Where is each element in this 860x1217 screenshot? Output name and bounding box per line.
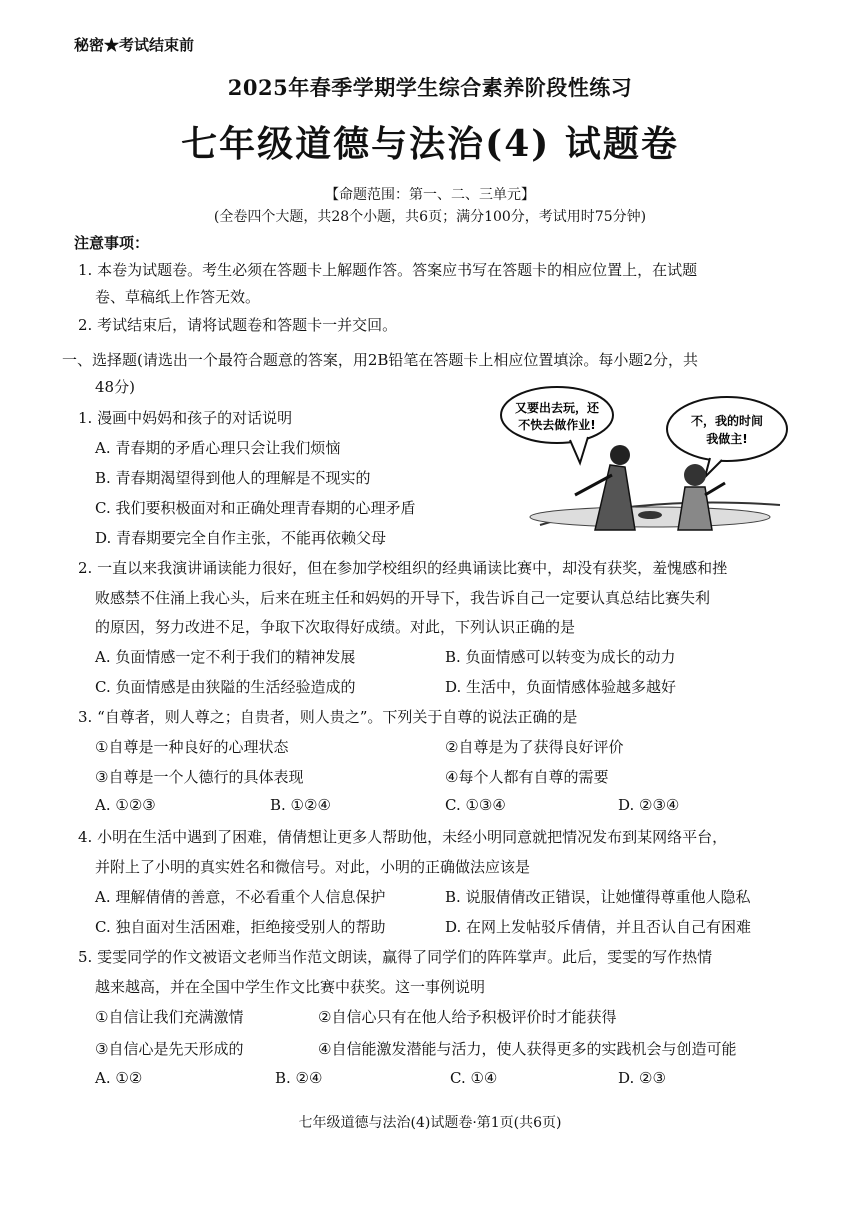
q3-option-a: A. ①②③	[95, 796, 156, 814]
confidential-label: 秘密★考试结束前	[74, 36, 195, 54]
q3-statement-2: ②自尊是为了获得良好评价	[445, 738, 624, 756]
q4-option-a: A. 理解倩倩的善意，不必看重个人信息保护	[95, 888, 386, 906]
q3-option-d: D. ②③④	[618, 796, 680, 814]
exam-totals: (全卷四个大题，共28个小题，共6页；满分100分，考试用时75分钟)	[213, 209, 647, 225]
q3-statement-4: ④每个人都有自尊的需要	[445, 768, 609, 786]
q5-statement-2: ②自信心只有在他人给予积极评价时才能获得	[318, 1008, 617, 1026]
note-2: 2. 考试结束后，请将试题卷和答题卡一并交回。	[78, 316, 398, 334]
mom-bubble-line-1: 又要出去玩，还	[514, 401, 600, 415]
page-footer: 七年级道德与法治(4)试题卷·第1页(共6页)	[298, 1115, 562, 1131]
exam-subtitle: 七年级道德与法治(4) 试题卷	[181, 123, 679, 165]
q3-stem: 3. “自尊者，则人尊之；自贵者，则人贵之”。下列关于自尊的说法正确的是	[78, 708, 578, 726]
kid-bubble-line-1: 不，我的时间	[690, 414, 764, 428]
q4-line-2: 并附上了小明的真实姓名和微信号。对此，小明的正确做法应该是	[95, 858, 531, 876]
exam-title: 2025年春季学期学生综合素养阶段性练习	[227, 75, 633, 100]
q4-line-1: 4. 小明在生活中遇到了困难，倩倩想让更多人帮助他，未经小明同意就把情况发布到某网络平台，	[78, 828, 728, 846]
comic-illustration	[500, 385, 790, 537]
q5-statement-3: ③自信心是先天形成的	[95, 1040, 244, 1058]
section-1-heading: 一、选择题(请选出一个最符合题意的答案，用2B铅笔在答题卡上相应位置填涂。每小题2分，共	[62, 351, 698, 369]
q1-stem: 1. 漫画中妈妈和孩子的对话说明	[78, 409, 293, 427]
q5-line-1: 5. 雯雯同学的作文被语文老师当作范文朗读，赢得了同学们的阵阵掌声。此后，雯雯的写作热情	[78, 948, 713, 966]
q2-line-2: 败感禁不住涌上我心头，后来在班主任和妈妈的开导下，我告诉自己一定要认真总结比赛失利	[95, 589, 711, 607]
notes-heading: 注意事项：	[74, 234, 150, 252]
q5-line-2: 越来越高，并在全国中学生作文比赛中获奖。这一事例说明	[95, 978, 486, 996]
q1-option-b: B. 青春期渴望得到他人的理解是不现实的	[95, 469, 371, 487]
q2-option-d: D. 生活中，负面情感体验越多越好	[445, 678, 677, 696]
mom-bubble-line-2: 不快去做作业!	[518, 418, 596, 432]
q3-option-c: C. ①③④	[445, 796, 506, 814]
q1-option-c: C. 我们要积极面对和正确处理青春期的心理矛盾	[95, 499, 416, 517]
q5-statement-1: ①自信让我们充满激情	[95, 1008, 244, 1026]
q5-option-d: D. ②③	[618, 1069, 666, 1087]
q3-statement-1: ①自尊是一种良好的心理状态	[95, 738, 289, 756]
kid-speech-bubble	[667, 397, 787, 461]
q4-option-b: B. 说服倩倩改正错误，让她懂得尊重他人隐私	[445, 888, 751, 906]
exam-scope: 【命题范围：第一、二、三单元】	[325, 187, 535, 203]
q2-line-3: 的原因，努力改进不足，争取下次取得好成绩。对此，下列认识正确的是	[95, 618, 576, 636]
kid-bubble-line-2: 我做主!	[706, 432, 748, 446]
q2-option-b: B. 负面情感可以转变为成长的动力	[445, 648, 676, 666]
kid-figure	[684, 464, 706, 486]
q2-option-c: C. 负面情感是由狭隘的生活经验造成的	[95, 678, 356, 696]
q3-statement-3: ③自尊是一个人德行的具体表现	[95, 768, 304, 786]
q5-option-a: A. ①②	[95, 1069, 143, 1087]
q4-option-c: C. 独自面对生活困难，拒绝接受别人的帮助	[95, 918, 386, 936]
q5-option-b: B. ②④	[275, 1069, 323, 1087]
q1-option-d: D. 青春期要完全自作主张，不能再依赖父母	[95, 529, 387, 547]
mom-figure	[610, 445, 630, 465]
section-1-heading-cont: 48分)	[95, 378, 135, 396]
q5-statement-4: ④自信能激发潜能与活力，使人获得更多的实践机会与创造可能	[318, 1040, 737, 1058]
q2-line-1: 2. 一直以来我演讲诵读能力很好，但在参加学校组织的经典诵读比赛中，却没有获奖，羞愧感和挫	[78, 559, 728, 577]
q5-option-c: C. ①④	[450, 1069, 498, 1087]
q1-option-a: A. 青春期的矛盾心理只会让我们烦恼	[95, 439, 341, 457]
note-1-line-1: 1. 本卷为试题卷。考生必须在答题卡上解题作答。答案应书写在答题卡的相应位置上，在试题	[78, 261, 698, 279]
q4-option-d: D. 在网上发帖驳斥倩倩，并且否认自己有困难	[445, 918, 752, 936]
note-1-line-2: 卷、草稿纸上作答无效。	[95, 288, 261, 306]
q3-option-b: B. ①②④	[270, 796, 331, 814]
mom-speech-bubble	[501, 387, 613, 443]
q2-option-a: A. 负面情感一定不利于我们的精神发展	[95, 648, 356, 666]
